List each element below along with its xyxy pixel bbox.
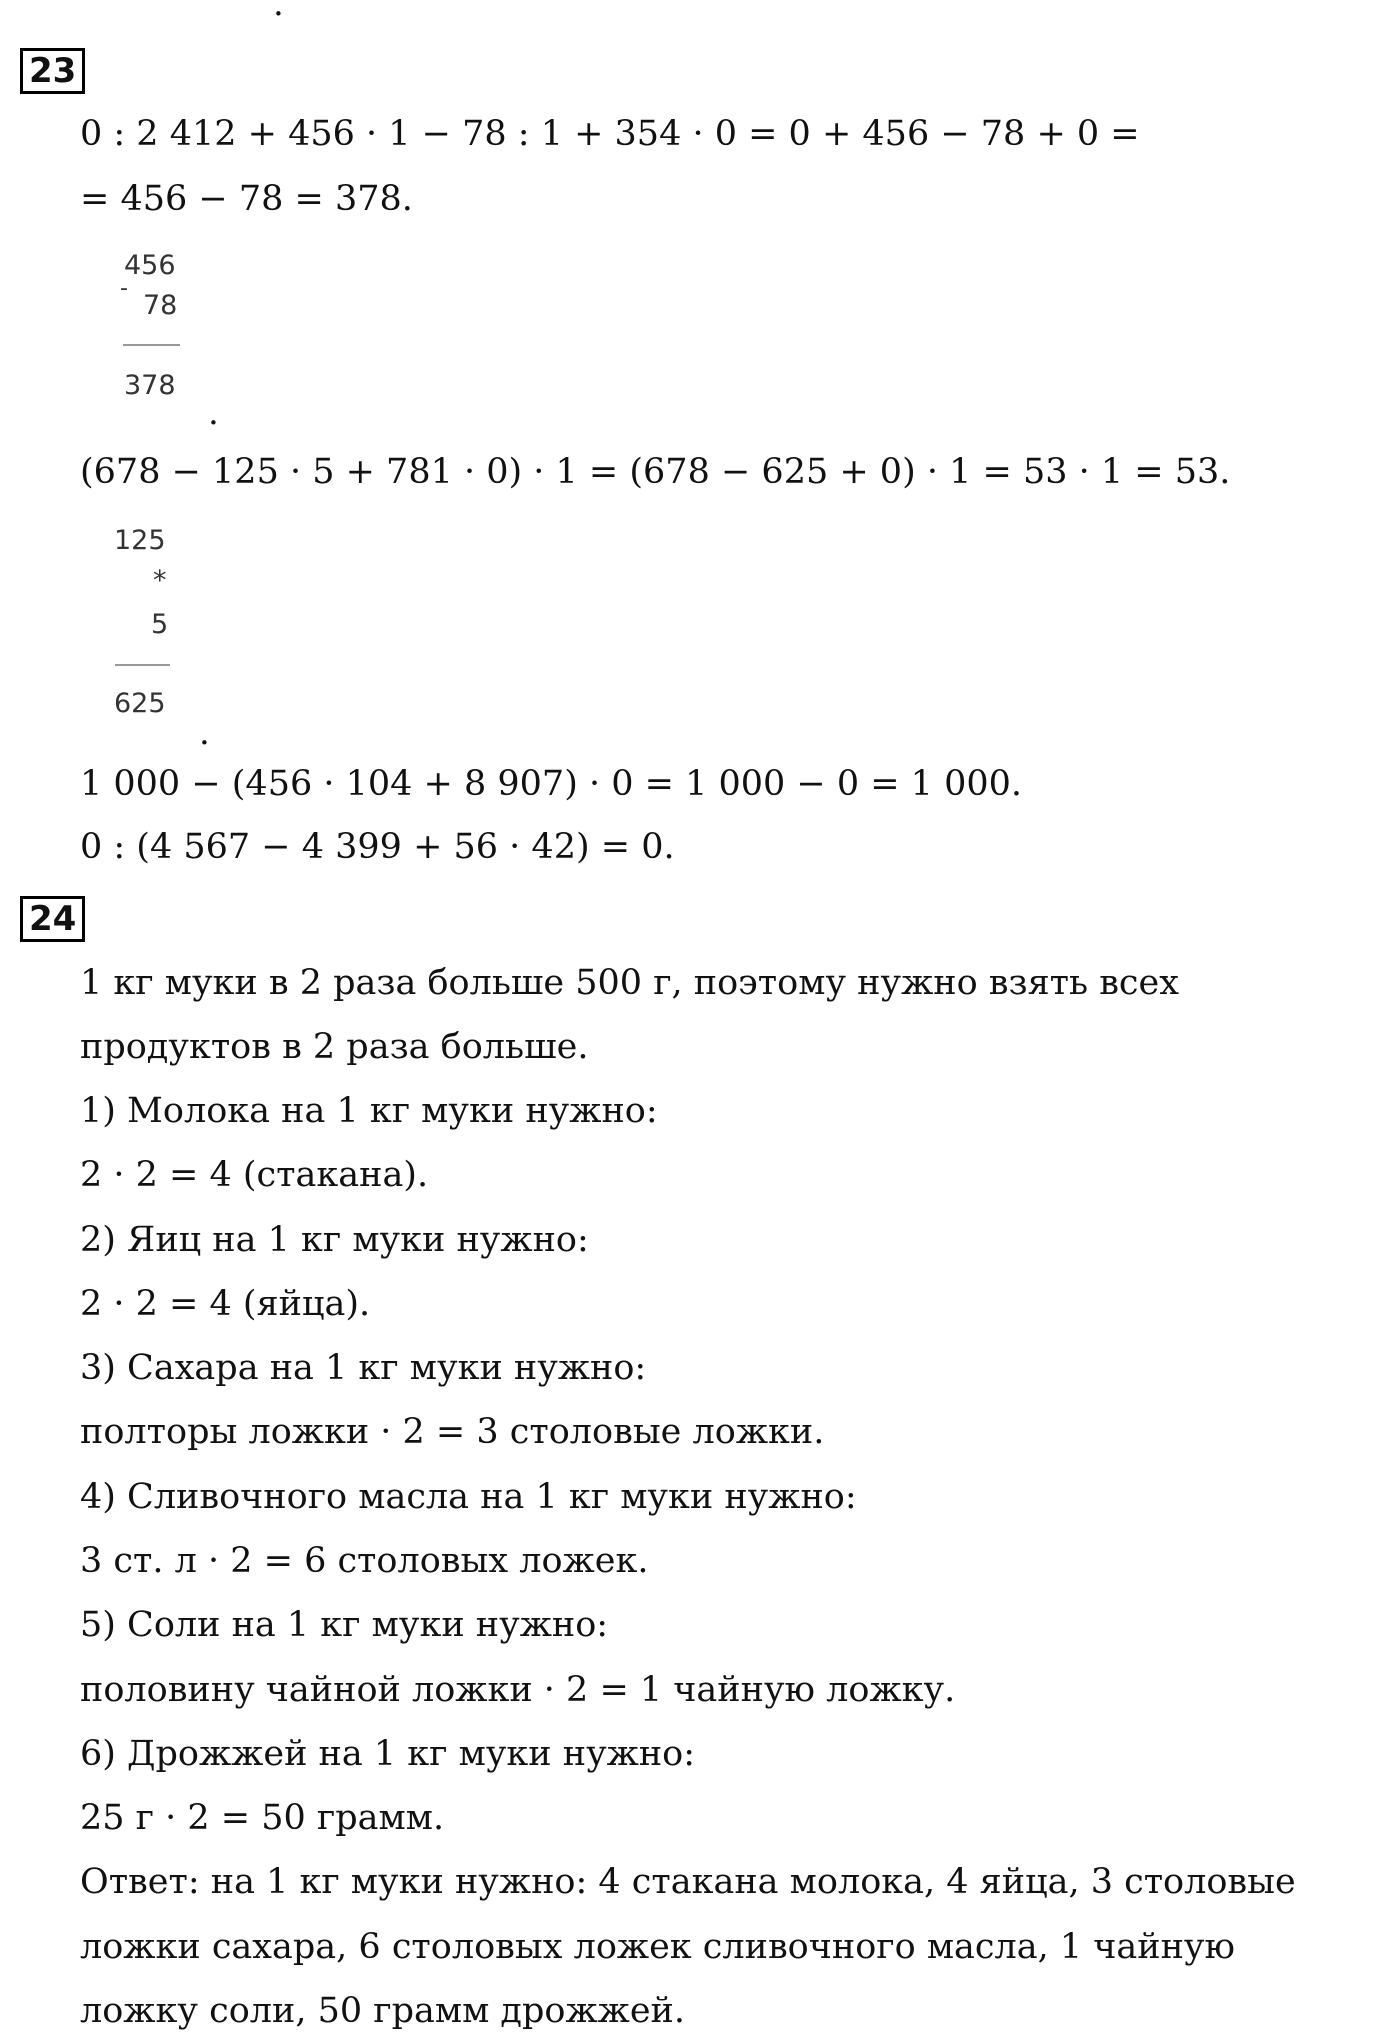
column-multiplication-rule — [115, 664, 170, 666]
column-subtraction-rule — [123, 344, 180, 346]
task-24-line: 5) Соли на 1 кг муки нужно: — [80, 1605, 609, 1645]
task-24-line: половину чайной ложки · 2 = 1 чайную ложку. — [80, 1670, 956, 1710]
task-24-line: 25 г · 2 = 50 грамм. — [80, 1798, 445, 1838]
task-23-line-3: (678 − 125 · 5 + 781 · 0) · 1 = (678 − 625 + 0) · 1 = 53 · 1 = 53. — [80, 452, 1231, 492]
task-24-line: 2 · 2 = 4 (яйца). — [80, 1284, 371, 1324]
task-24-line: 1 кг муки в 2 раза больше 500 г, поэтому нужно взять всех — [80, 963, 1179, 1003]
task-24-answer-line: Ответ: на 1 кг муки нужно: 4 стакана молока, 4 яйца, 3 столовые — [80, 1862, 1296, 1902]
task-23-number: 23 — [20, 48, 85, 94]
task-24-line: 2 · 2 = 4 (стакана). — [80, 1155, 429, 1195]
top-dot: . — [273, 0, 284, 24]
task-24-line: 3 ст. л · 2 = 6 столовых ложек. — [80, 1541, 649, 1581]
task-24-line: полторы ложки · 2 = 3 столовые ложки. — [80, 1412, 825, 1452]
column-subtraction-subtrahend: 78 — [143, 290, 178, 321]
column-subtraction-result: 378 — [124, 370, 176, 401]
task-24-line: продуктов в 2 раза больше. — [80, 1027, 589, 1067]
column-subtraction-dot: . — [208, 393, 219, 433]
column-multiplication-dot: . — [199, 713, 210, 753]
column-multiplication-top: 125 — [114, 525, 166, 556]
column-subtraction-minuend: 456 — [124, 250, 176, 281]
task-24-line: 6) Дрожжей на 1 кг муки нужно: — [80, 1734, 696, 1774]
task-24-answer-line: ложки сахара, 6 столовых ложек сливочного масла, 1 чайную — [80, 1927, 1235, 1967]
task-24-line: 3) Сахара на 1 кг муки нужно: — [80, 1348, 647, 1388]
task-24-line: 2) Яиц на 1 кг муки нужно: — [80, 1220, 589, 1260]
column-subtraction-minus: - — [120, 276, 128, 301]
task-24-number: 24 — [20, 896, 85, 942]
task-23-line-1: 0 : 2 412 + 456 · 1 − 78 : 1 + 354 · 0 = 0 + 456 − 78 + 0 = — [80, 114, 1140, 154]
task-24-line: 1) Молока на 1 кг муки нужно: — [80, 1091, 658, 1131]
task-23-line-2: = 456 − 78 = 378. — [80, 179, 413, 219]
column-multiplication-result: 625 — [114, 688, 166, 719]
task-24-answer-line: ложку соли, 50 грамм дрожжей. — [80, 1991, 686, 2031]
task-24-line: 4) Сливочного масла на 1 кг муки нужно: — [80, 1477, 857, 1517]
task-23-line-4: 1 000 − (456 · 104 + 8 907) · 0 = 1 000 − 0 = 1 000. — [80, 764, 1023, 804]
task-23-line-5: 0 : (4 567 − 4 399 + 56 · 42) = 0. — [80, 827, 675, 867]
column-multiplication-bottom: 5 — [151, 609, 169, 640]
column-multiplication-operator: * — [153, 565, 167, 596]
